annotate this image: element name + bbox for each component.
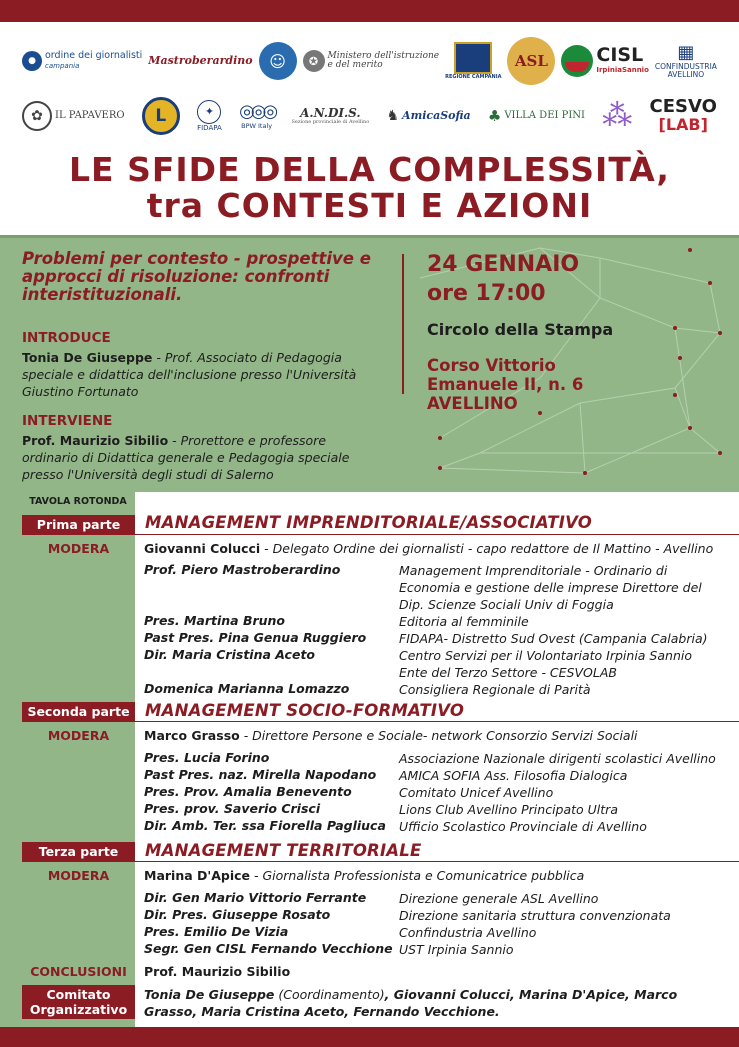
- part-label-3: Terza parte: [22, 842, 135, 862]
- vertical-divider: [402, 254, 404, 394]
- comitato-label: [22, 985, 135, 1019]
- comitato-label-line-1: Comitato: [46, 987, 111, 1002]
- logo-subtext: Sezione provinciale di Avellino: [291, 119, 370, 126]
- event-subtitle: Problemi per contesto - prospettive e approcci di risoluzione: confronti interistituzionali.: [22, 249, 371, 304]
- villa-dei-pini-logo: [488, 107, 585, 125]
- logo-subtext: IrpiniaSannio: [596, 66, 649, 75]
- logo-text: REGIONE CAMPANIA: [445, 73, 502, 80]
- speaker-name: Past Pres. naz. Mirella Napodano: [144, 767, 377, 782]
- speaker-desc: Consigliera Regionale di Parità: [399, 682, 591, 697]
- asl-logo: [507, 37, 555, 85]
- logo-text: FIDAPA: [197, 123, 222, 132]
- comitato-lead: Tonia De Giuseppe: [144, 987, 275, 1002]
- speaker-name: Dir. Gen Mario Vittorio Ferrante: [144, 890, 367, 905]
- emblem-icon: ✪: [303, 50, 325, 72]
- logo-subtext: campania: [45, 62, 80, 70]
- modera-label-1: MODERA: [47, 541, 110, 556]
- confindustria-icon: ▦: [677, 41, 695, 63]
- sponsor-logos-row-1: [0, 36, 739, 86]
- bpw-logo: [239, 102, 274, 130]
- amicasofia-logo: [386, 108, 470, 124]
- logo-subtext: AVELLINO: [667, 69, 705, 79]
- bpw-globes-icon: ◎◎◎: [239, 101, 275, 123]
- bottom-bar: [0, 1027, 739, 1047]
- regione-campania-logo: [445, 42, 501, 80]
- address-line-1: Corso Vittorio: [427, 356, 556, 375]
- top-bar: [0, 0, 739, 22]
- speaker-name: Pres. Martina Bruno: [144, 613, 286, 628]
- conclusioni-name: Prof. Maurizio Sibilio: [144, 964, 291, 979]
- ordine-giornalisti-icon: ●: [22, 51, 42, 71]
- andis-logo: [291, 107, 369, 126]
- interviene-label: INTERVIENE: [22, 413, 113, 429]
- logo-text: AmicaSofia: [402, 109, 471, 123]
- speaker-desc: Management Imprenditoriale - Ordinario di Economia e gestione delle imprese Direttore del Dip. Scienze Sociali Univ di Foggia: [399, 563, 702, 612]
- part-label-2: Seconda parte: [22, 702, 135, 722]
- fidapa-logo: [197, 100, 222, 132]
- event-venue: Circolo della Stampa: [427, 320, 614, 339]
- tavola-rotonda-label: TAVOLA ROTONDA: [29, 496, 127, 507]
- amicasofia-icon: ♞: [386, 108, 400, 124]
- speaker-name: Dir. Pres. Giuseppe Rosato: [144, 907, 331, 922]
- introduce-label: INTRODUCE: [22, 330, 111, 346]
- logo-text: IL PAPAVERO: [55, 109, 125, 121]
- people-logo: [602, 98, 633, 133]
- moderator-name: Marco Grasso: [144, 728, 240, 743]
- speaker-name: Prof. Piero Mastroberardino: [144, 562, 341, 577]
- cisl-icon: [561, 45, 593, 77]
- comitato-members: [144, 986, 724, 1020]
- speaker-desc: Lions Club Avellino Principato Ultra: [399, 802, 618, 817]
- ministero-logo: [303, 50, 440, 72]
- moderator-3: [144, 868, 584, 883]
- moderator-desc: - Giornalista Professionista e Comunicatrice pubblica: [250, 868, 585, 883]
- speaker-name: Pres. Lucia Forino: [144, 750, 270, 765]
- program-sidebar: [0, 492, 135, 1027]
- address-line-2: Emanuele II, n. 6: [427, 375, 584, 394]
- speaker-desc: Direzione sanitaria struttura convenzionata: [399, 908, 671, 923]
- moderator-name: Giovanni Colucci: [144, 541, 261, 556]
- speaker-name: Past Pres. Pina Genua Ruggiero: [144, 630, 367, 645]
- logo-text: CESVO: [649, 96, 717, 118]
- event-address: [427, 356, 583, 413]
- speaker-desc: Editoria al femminile: [399, 614, 529, 629]
- speaker-desc: Confindustria Avellino: [399, 925, 537, 940]
- fidapa-icon: ✦: [197, 100, 221, 124]
- sponsor-logos-row-2: [0, 92, 739, 140]
- logo-text: CISL: [596, 44, 644, 67]
- event-date: 24 GENNAIO: [427, 252, 580, 277]
- speaker-desc: Comitato Unicef Avellino: [399, 785, 554, 800]
- event-time: ore 17:00: [427, 281, 546, 306]
- people-icon: ⁂: [602, 98, 633, 133]
- mastroberardino-logo: [148, 55, 252, 67]
- speaker-desc: Direzione generale ASL Avellino: [399, 891, 599, 906]
- event-info-panel: [0, 235, 739, 492]
- comitato-label-line-2: Organizzativo: [29, 1002, 128, 1017]
- part-divider-1: [135, 534, 739, 535]
- unicef-logo: [259, 42, 297, 80]
- speaker-desc: AMICA SOFIA Ass. Filosofia Dialogica: [399, 768, 628, 783]
- speaker-desc: Ufficio Scolastico Provinciale di Avellino: [399, 819, 647, 834]
- regione-shield-icon: [454, 42, 492, 74]
- comitato-member-list: , Giovanni Colucci, Marina D'Apice, Marco Grasso, Maria Cristina Aceto, Fernando Vecchione.: [144, 987, 678, 1019]
- event-city: AVELLINO: [427, 394, 518, 413]
- logo-text: VILLA DEI PINI: [504, 109, 586, 121]
- logo-text: A.N.DI.S.: [300, 105, 361, 120]
- logo-text: Mastroberardino: [148, 54, 253, 68]
- lions-emblem-icon: L: [142, 97, 180, 135]
- unicef-globe-icon: ☺: [259, 42, 297, 80]
- moderator-2: [144, 728, 638, 743]
- speaker-desc: UST Irpinia Sannio: [399, 942, 514, 957]
- il-papavero-logo: [22, 101, 125, 131]
- asl-text: ASL: [507, 37, 555, 85]
- speaker-name: Pres. Prov. Amalia Benevento: [144, 784, 352, 799]
- logo-text: CONFINDUSTRIA: [654, 61, 717, 71]
- logo-text: Ministero dell'istruzione: [327, 50, 440, 61]
- moderator-name: Marina D'Apice: [144, 868, 251, 883]
- title-line-1: LE SFIDE DELLA COMPLESSITÀ,: [69, 150, 670, 189]
- speaker-name: Pres. prov. Saverio Crisci: [144, 801, 321, 816]
- logo-text: ordine dei giornalisti: [45, 50, 143, 62]
- logo-text: BPW Italy: [241, 122, 273, 131]
- comitato-lead-note: (Coordinamento): [274, 987, 385, 1002]
- speaker-name: Segr. Gen CISL Fernando Vecchione: [144, 941, 393, 956]
- moderator-desc: - Delegato Ordine dei giornalisti - capo redattore de Il Mattino - Avellino: [260, 541, 714, 556]
- page-title: [0, 152, 739, 224]
- part-title-3: MANAGEMENT TERRITORIALE: [145, 841, 422, 860]
- interviene-speaker: [22, 432, 382, 483]
- lions-logo: [142, 97, 180, 135]
- conclusioni-label: CONCLUSIONI: [30, 964, 127, 979]
- moderator-desc: - Direttore Persone e Sociale- network Consorzio Servizi Sociali: [239, 728, 638, 743]
- speaker-name: Dir. Amb. Ter. ssa Fiorella Pagliuca: [144, 818, 386, 833]
- ordine-giornalisti-logo: [22, 51, 142, 71]
- speaker-name: Dir. Maria Cristina Aceto: [144, 647, 316, 662]
- speaker-desc: Centro Servizi per il Volontariato Irpinia Sannio Ente del Terzo Settore - CESVOLAB: [399, 648, 692, 680]
- cesvolab-logo: [650, 98, 717, 134]
- speaker-desc: FIDAPA- Distretto Sud Ovest (Campania Calabria): [399, 631, 708, 646]
- modera-label-3: MODERA: [47, 868, 110, 883]
- papavero-flower-icon: ✿: [22, 101, 52, 131]
- part-label-1: Prima parte: [22, 515, 135, 535]
- logo-subtext: e del merito: [327, 60, 383, 70]
- cisl-logo: [561, 45, 649, 77]
- part-title-2: MANAGEMENT SOCIO-FORMATIVO: [145, 701, 465, 720]
- speaker-desc: Associazione Nazionale dirigenti scolastici Avellino: [399, 751, 716, 766]
- speaker-name: Pres. Emilio De Vizia: [144, 924, 289, 939]
- part-divider-2: [135, 721, 739, 722]
- speaker-name: Domenica Marianna Lomazzo: [144, 681, 350, 696]
- part-divider-3: [135, 861, 739, 862]
- introduce-name: Tonia De Giuseppe: [22, 350, 153, 365]
- title-line-2: tra CONTESTI E AZIONI: [146, 186, 593, 225]
- introduce-speaker: [22, 349, 382, 400]
- event-datetime: [427, 250, 579, 308]
- interviene-desc: - Prorettore e professore ordinario di Didattica generale e Pedagogia speciale presso l'Università degli studi di Salerno: [22, 433, 350, 482]
- interviene-name: Prof. Maurizio Sibilio: [22, 433, 169, 448]
- pine-tree-icon: ♣: [487, 107, 502, 125]
- part-title-1: MANAGEMENT IMPRENDITORIALE/ASSOCIATIVO: [145, 513, 592, 532]
- introduce-desc: - Prof. Associato di Pedagogia speciale e didattica dell'inclusione presso l'Università Giustino Fortunato: [22, 350, 357, 399]
- moderator-1: [144, 541, 713, 556]
- confindustria-logo: [654, 41, 717, 79]
- logo-subtext: [LAB]: [658, 115, 708, 135]
- modera-label-2: MODERA: [47, 728, 110, 743]
